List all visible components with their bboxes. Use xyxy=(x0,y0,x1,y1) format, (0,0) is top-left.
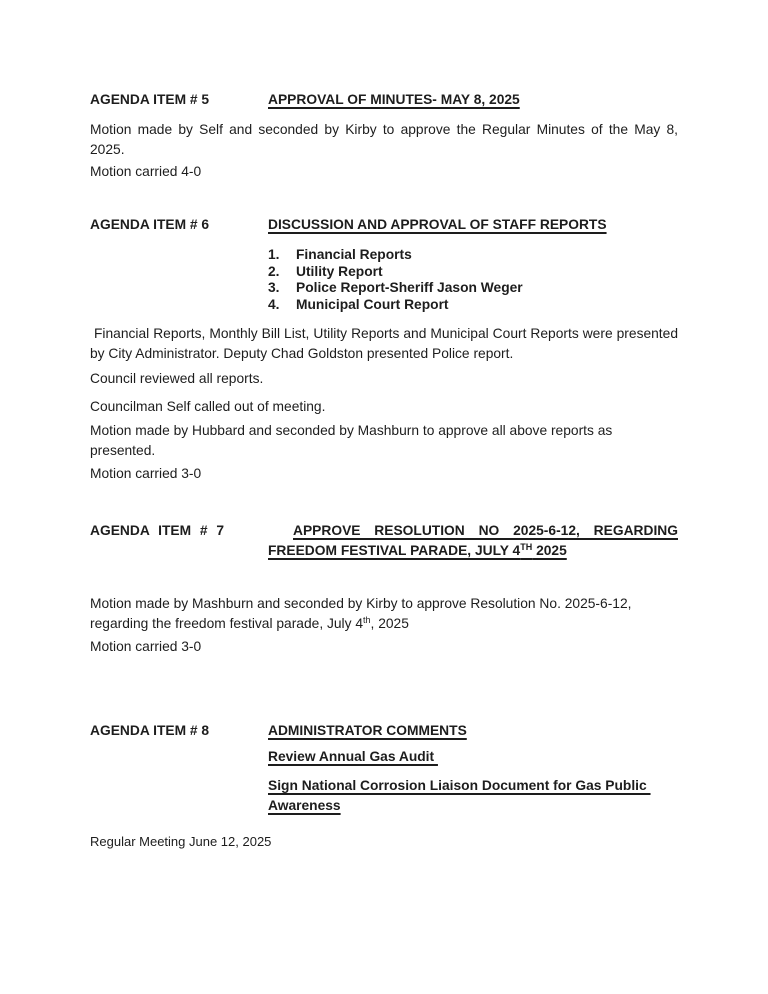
item6-reports-presented-text: Financial Reports, Monthly Bill List, Utility Reports and Municipal Court Reports were presented by City Administrator. Deputy Chad Goldston presented Police report. xyxy=(90,326,678,361)
ordinal-superscript: th xyxy=(363,615,371,625)
list-number: 2. xyxy=(268,263,280,279)
item6-motion-text: Motion made by Hubbard and seconded by Mashburn to approve all above reports as presented. xyxy=(90,423,613,458)
staff-report-item xyxy=(268,297,678,314)
item5-motion-carried: Motion carried 4-0 xyxy=(90,164,202,179)
agenda-item-7-heading xyxy=(268,521,678,561)
list-number: 4. xyxy=(268,296,280,312)
staff-report-item xyxy=(268,280,678,297)
list-text: Financial Reports xyxy=(296,247,412,262)
agenda-item-8-row xyxy=(90,721,678,816)
item5-motion-text: Motion made by Self and seconded by Kirby to approve the Regular Minutes of the May 8, 2025. xyxy=(90,122,678,157)
agenda-item-6-row xyxy=(90,215,678,235)
agenda-item-7-title-line2: FREEDOM FESTIVAL PARADE, JULY 4TH 2025 xyxy=(268,542,567,558)
agenda-item-6-label: AGENDA ITEM # 6 xyxy=(90,217,210,232)
agenda-item-8-title: ADMINISTRATOR COMMENTS xyxy=(268,723,467,738)
item7-motion-text: Motion made by Mashburn and seconded by Kirby to approve Resolution No. 2025-6-12, regarding the freedom festival parade, July 4th, 2025 xyxy=(90,596,632,631)
agenda-item-8-sub2-line1: Sign National Corrosion Liaison Document for Gas Public xyxy=(268,778,651,793)
agenda-item-8-label: AGENDA ITEM # 8 xyxy=(90,723,210,738)
agenda-item-5-title: APPROVAL OF MINUTES- MAY 8, 2025 xyxy=(268,92,520,107)
item7-motion-carried: Motion carried 3-0 xyxy=(90,639,202,654)
agenda-item-7-row xyxy=(90,521,678,561)
agenda-item-5-heading xyxy=(268,90,678,110)
agenda-item-6-title: DISCUSSION AND APPROVAL OF STAFF REPORTS xyxy=(268,217,607,232)
list-number: 3. xyxy=(268,280,280,295)
agenda-item-5-label: AGENDA ITEM # 5 xyxy=(90,92,210,107)
ordinal-superscript: TH xyxy=(520,542,533,552)
item6-councilman-self-text: Councilman Self called out of meeting. xyxy=(90,399,326,414)
agenda-item-6-heading xyxy=(268,215,678,235)
list-text: Police Report-Sheriff Jason Weger xyxy=(296,280,523,295)
agenda-item-7-label: AGENDA ITEM # 7 xyxy=(90,523,225,538)
staff-report-item xyxy=(268,264,678,281)
agenda-item-8-sub1: Review Annual Gas Audit xyxy=(268,749,438,764)
list-text: Municipal Court Report xyxy=(296,296,449,312)
item6-council-reviewed-text: Council reviewed all reports. xyxy=(90,371,264,386)
list-number: 1. xyxy=(268,247,280,262)
staff-reports-list xyxy=(268,247,678,313)
agenda-item-7-title-line1: APPROVE RESOLUTION NO 2025-6-12, REGARDING xyxy=(293,523,678,538)
agenda-item-5-row xyxy=(90,90,678,110)
agenda-item-8-sub2-line2: Awareness xyxy=(268,798,341,813)
page-footer: Regular Meeting June 12, 2025 xyxy=(90,834,272,849)
list-text: Utility Report xyxy=(296,263,383,279)
item6-motion-carried: Motion carried 3-0 xyxy=(90,466,202,481)
agenda-item-8-heading xyxy=(268,721,678,816)
staff-report-item xyxy=(268,247,678,264)
